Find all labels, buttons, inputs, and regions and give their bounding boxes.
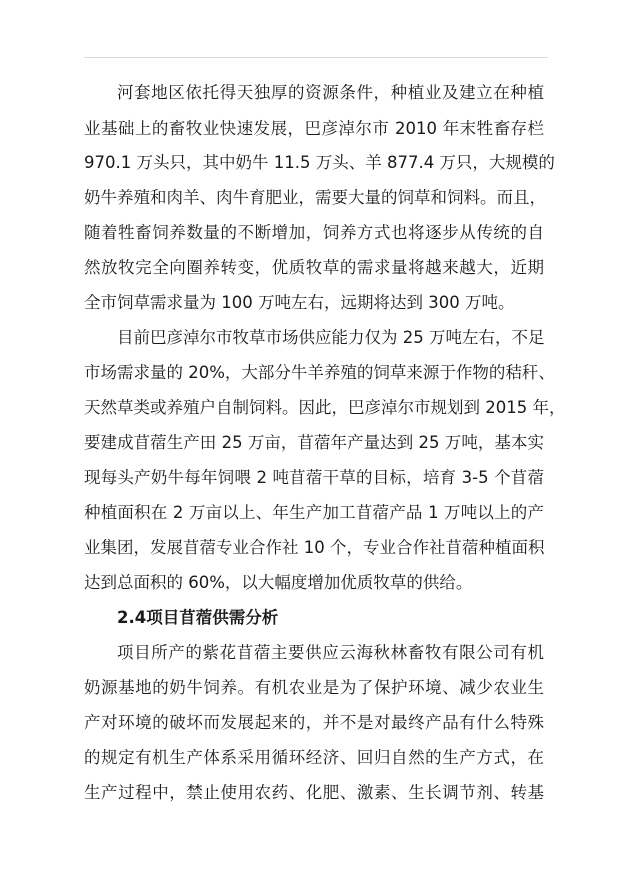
paragraph-1-line: 业基础上的畜牧业快速发展，巴彦淖尔市 2010 年末牲畜存栏 bbox=[84, 119, 544, 138]
paragraph-2-line: 要建成苜蓿生产田 25 万亩，苜蓿年产量达到 25 万吨，基本实 bbox=[84, 433, 544, 452]
paragraph-2-line: 天然草类或养殖户自制饲料。因此，巴彦淖尔市规划到 2015 年， bbox=[84, 398, 566, 417]
paragraph-3-line: 项目所产的紫花苜蓿主要供应云海秋林畜牧有限公司有机 bbox=[117, 643, 544, 662]
paragraph-2-line: 目前巴彦淖尔市牧草市场供应能力仅为 25 万吨左右，不足 bbox=[117, 328, 545, 347]
paragraph-2-line: 种植面积在 2 万亩以上、年生产加工苜蓿产品 1 万吨以上的产 bbox=[84, 503, 544, 522]
paragraph-3-line: 的规定有机生产体系采用循环经济、回归自然的生产方式，在 bbox=[84, 748, 544, 767]
paragraph-1-line: 然放牧完全向圈养转变，优质牧草的需求量将越来越大，近期 bbox=[84, 258, 544, 277]
paragraph-2-line: 现每头产奶牛每年饲喂 2 吨苜蓿干草的目标，培育 3-5 个苜蓿 bbox=[84, 468, 544, 487]
header-rule bbox=[84, 57, 548, 58]
paragraph-1-line: 全市饲草需求量为 100 万吨左右，远期将达到 300 万吨。 bbox=[84, 293, 515, 312]
paragraph-1-line: 随着牲畜饲养数量的不断增加，饲养方式也将逐步从传统的自 bbox=[84, 223, 544, 242]
paragraph-1-line: 奶牛养殖和肉羊、肉牛育肥业，需要大量的饲草和饲料。而且， bbox=[84, 188, 546, 207]
paragraph-3-line: 产对环境的破坏而发展起来的，并不是对最终产品有什么特殊 bbox=[84, 713, 544, 732]
paragraph-3-line: 生产过程中，禁止使用农药、化肥、激素、生长调节剂、转基 bbox=[84, 783, 544, 802]
paragraph-1-line: 970.1 万头只，其中奶牛 11.5 万头、羊 877.4 万只，大规模的 bbox=[84, 153, 555, 172]
paragraph-2-line: 市场需求量的 20%，大部分牛羊养殖的饲草来源于作物的秸秆、 bbox=[84, 363, 555, 382]
section-heading: 2.4项目苜蓿供需分析 bbox=[117, 608, 279, 627]
paragraph-1-line: 河套地区依托得天独厚的资源条件，种植业及建立在种植 bbox=[117, 83, 544, 102]
paragraph-2-line: 达到总面积的 60%，以大幅度增加优质牧草的供给。 bbox=[84, 573, 473, 592]
paragraph-2-line: 业集团，发展苜蓿专业合作社 10 个，专业合作社苜蓿种植面积 bbox=[84, 538, 545, 557]
paragraph-3-line: 奶源基地的奶牛饲养。有机农业是为了保护环境、减少农业生 bbox=[84, 678, 544, 697]
